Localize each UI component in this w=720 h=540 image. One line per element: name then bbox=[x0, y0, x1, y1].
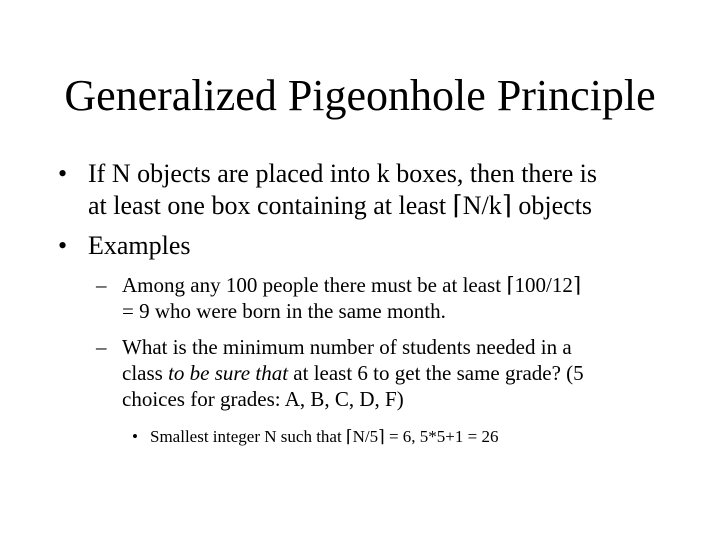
sub-bullet-line: = 9 who were born in the same month. bbox=[122, 299, 446, 323]
sub-bullet-text bbox=[122, 334, 584, 412]
sub-bullet-marker: – bbox=[96, 335, 107, 359]
slide-title: Generalized Pigeonhole Principle bbox=[64, 71, 656, 120]
sub-bullet-grades-example bbox=[96, 334, 696, 412]
sub-bullet-marker: – bbox=[96, 273, 107, 297]
bullet-line: If N objects are placed into k boxes, then there is bbox=[88, 159, 597, 188]
bullet-examples bbox=[58, 230, 698, 262]
text-normal: class bbox=[122, 361, 169, 385]
sub-bullet-line: choices for grades: A, B, C, D, F) bbox=[122, 387, 404, 411]
bullet-marker: • bbox=[58, 159, 68, 188]
sub-sub-bullet-answer bbox=[132, 426, 692, 448]
bullet-marker: • bbox=[58, 231, 68, 260]
text-emphasis: to be sure that bbox=[168, 361, 289, 385]
bullet-text: Examples bbox=[88, 231, 191, 260]
sub-bullet-line bbox=[122, 360, 584, 386]
bullet-definition bbox=[58, 158, 698, 222]
sub-bullet-text bbox=[122, 272, 581, 324]
sub-bullet-line: What is the minimum number of students needed in a bbox=[122, 335, 572, 359]
bullet-line: at least one box containing at least ⌈N/k⌉ objects bbox=[88, 191, 593, 220]
sub-bullet-birthday-example bbox=[96, 272, 696, 324]
text-normal: at least 6 to get the same grade? (5 bbox=[288, 361, 584, 385]
sub-bullet-line: Among any 100 people there must be at least ⌈100/12⌉ bbox=[122, 273, 582, 297]
sub-sub-bullet-marker: • bbox=[132, 427, 138, 446]
sub-sub-bullet-text: Smallest integer N such that ⌈N/5⌉ = 6, 5*5+1 = 26 bbox=[150, 427, 499, 446]
bullet-text bbox=[88, 158, 597, 222]
